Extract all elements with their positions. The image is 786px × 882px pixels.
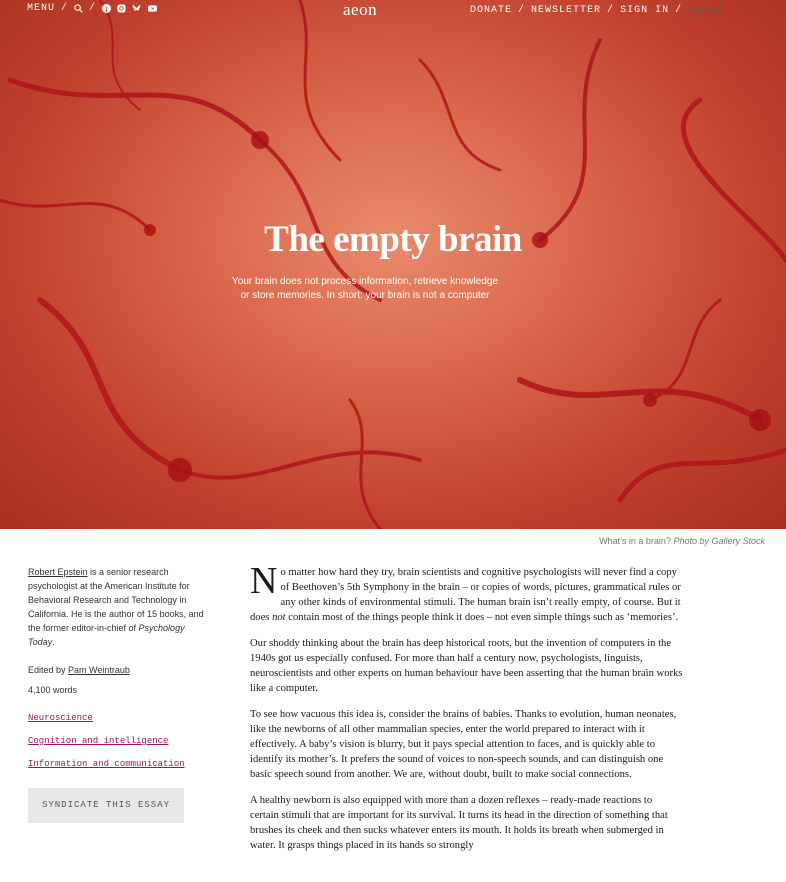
article-sidebar xyxy=(28,565,208,823)
tag-neuroscience[interactable]: Neuroscience xyxy=(28,713,93,723)
paragraph: A healthy newborn is also equipped with more than a dozen reflexes – ready-made reactions to certain stimuli that are important for its survival. It turns its head in the direction of something that brushes its cheek and then sucks whatever enters its mouth. It holds its breath when submerged in water. It grasps things placed in its hands so strongly xyxy=(250,795,668,851)
nav-separator: / xyxy=(518,5,526,16)
search-icon[interactable] xyxy=(74,4,83,13)
drop-cap: N xyxy=(250,560,278,602)
aeon-logo[interactable]: aeon xyxy=(343,0,378,19)
caption-credit: Photo by Gallery Stock xyxy=(673,536,765,546)
donate-link[interactable]: DONATE xyxy=(470,5,513,16)
nav-separator: / xyxy=(675,5,683,16)
tag-information[interactable]: Information and communication xyxy=(28,759,185,769)
newsletter-link[interactable]: NEWSLETTER xyxy=(531,5,602,16)
nav-separator: / xyxy=(61,3,69,14)
bluesky-icon[interactable] xyxy=(132,4,141,13)
youtube-icon[interactable] xyxy=(147,4,158,13)
emphasis: not xyxy=(272,612,286,623)
bio-end: . xyxy=(52,637,55,647)
word-count: 4,100 words xyxy=(28,685,78,695)
article-body xyxy=(250,560,683,864)
instagram-icon[interactable] xyxy=(117,4,126,13)
top-nav xyxy=(0,0,786,18)
paragraph: Our shoddy thinking about the brain has deep historical roots, but the invention of computers in the 1940s got us especially confused. For more than half a century now, psychologists, linguists, neuroscientists and other experts on human behaviour have been asserting that the human brain works like a computer. xyxy=(250,638,683,694)
topic-tags xyxy=(28,711,208,771)
bio-publication: Psychology Today xyxy=(28,623,185,647)
caption-text: What’s in a brain? xyxy=(599,536,671,546)
image-caption xyxy=(599,536,765,546)
sign-in-link[interactable]: SIGN IN xyxy=(620,5,670,16)
nav-left xyxy=(27,3,158,14)
author-link[interactable]: Robert Epstein xyxy=(28,567,88,577)
nav-separator: / xyxy=(89,3,97,14)
page-subtitle: Your brain does not process information, retrieve knowledge or store memories. In short: your brain is not a computer xyxy=(232,276,498,301)
menu-button[interactable]: MENU xyxy=(27,3,56,14)
paragraph-text: o matter how hard they try, brain scientists and cognitive psychologists will never find a copy of Beethoven’s 5th Symphony in the brain – or copies of words, pictures, grammatical rules or any other kinds of environmental stimuli. The human brain isn’t really empty, of course. But it does xyxy=(250,567,681,623)
paragraph: To see how vacuous this idea is, consider the brains of babies. Thanks to evolution, human neonates, like the newborns of all other mammalian species, enter the world prepared to interact with it effectively. A baby’s vision is blurry, but it pays special attention to faces, and is quickly able to identify its mother’s. It prefers the sound of voices to non-speech sounds, and can distinguish one basic speech sound from another. We are, without doubt, built to make social connections. xyxy=(250,709,677,780)
edited-by xyxy=(28,663,208,677)
page-title: The empty brain xyxy=(264,219,522,260)
nav-separator: / xyxy=(607,5,615,16)
syndicate-button[interactable]: SYNDICATE THIS ESSAY xyxy=(28,788,184,823)
paragraph-text: contain most of the things people think it does – not even simple things such as ‘memories’. xyxy=(285,612,679,623)
paragraph xyxy=(250,560,683,625)
nav-right xyxy=(470,3,721,18)
bio-text: is a senior research psychologist at the American Institute for Behavioral Research and Technology in California. He is the author of 15 books, and the former editor-in-chief of xyxy=(28,567,204,633)
editor-link[interactable]: Pam Weintraub xyxy=(68,665,130,675)
tag-cognition[interactable]: Cognition and intelligence xyxy=(28,736,169,746)
author-bio xyxy=(28,565,208,649)
facebook-icon[interactable] xyxy=(102,4,111,13)
edited-by-label: Edited by xyxy=(28,665,69,675)
psyche-logo[interactable]: psyche xyxy=(688,3,722,17)
